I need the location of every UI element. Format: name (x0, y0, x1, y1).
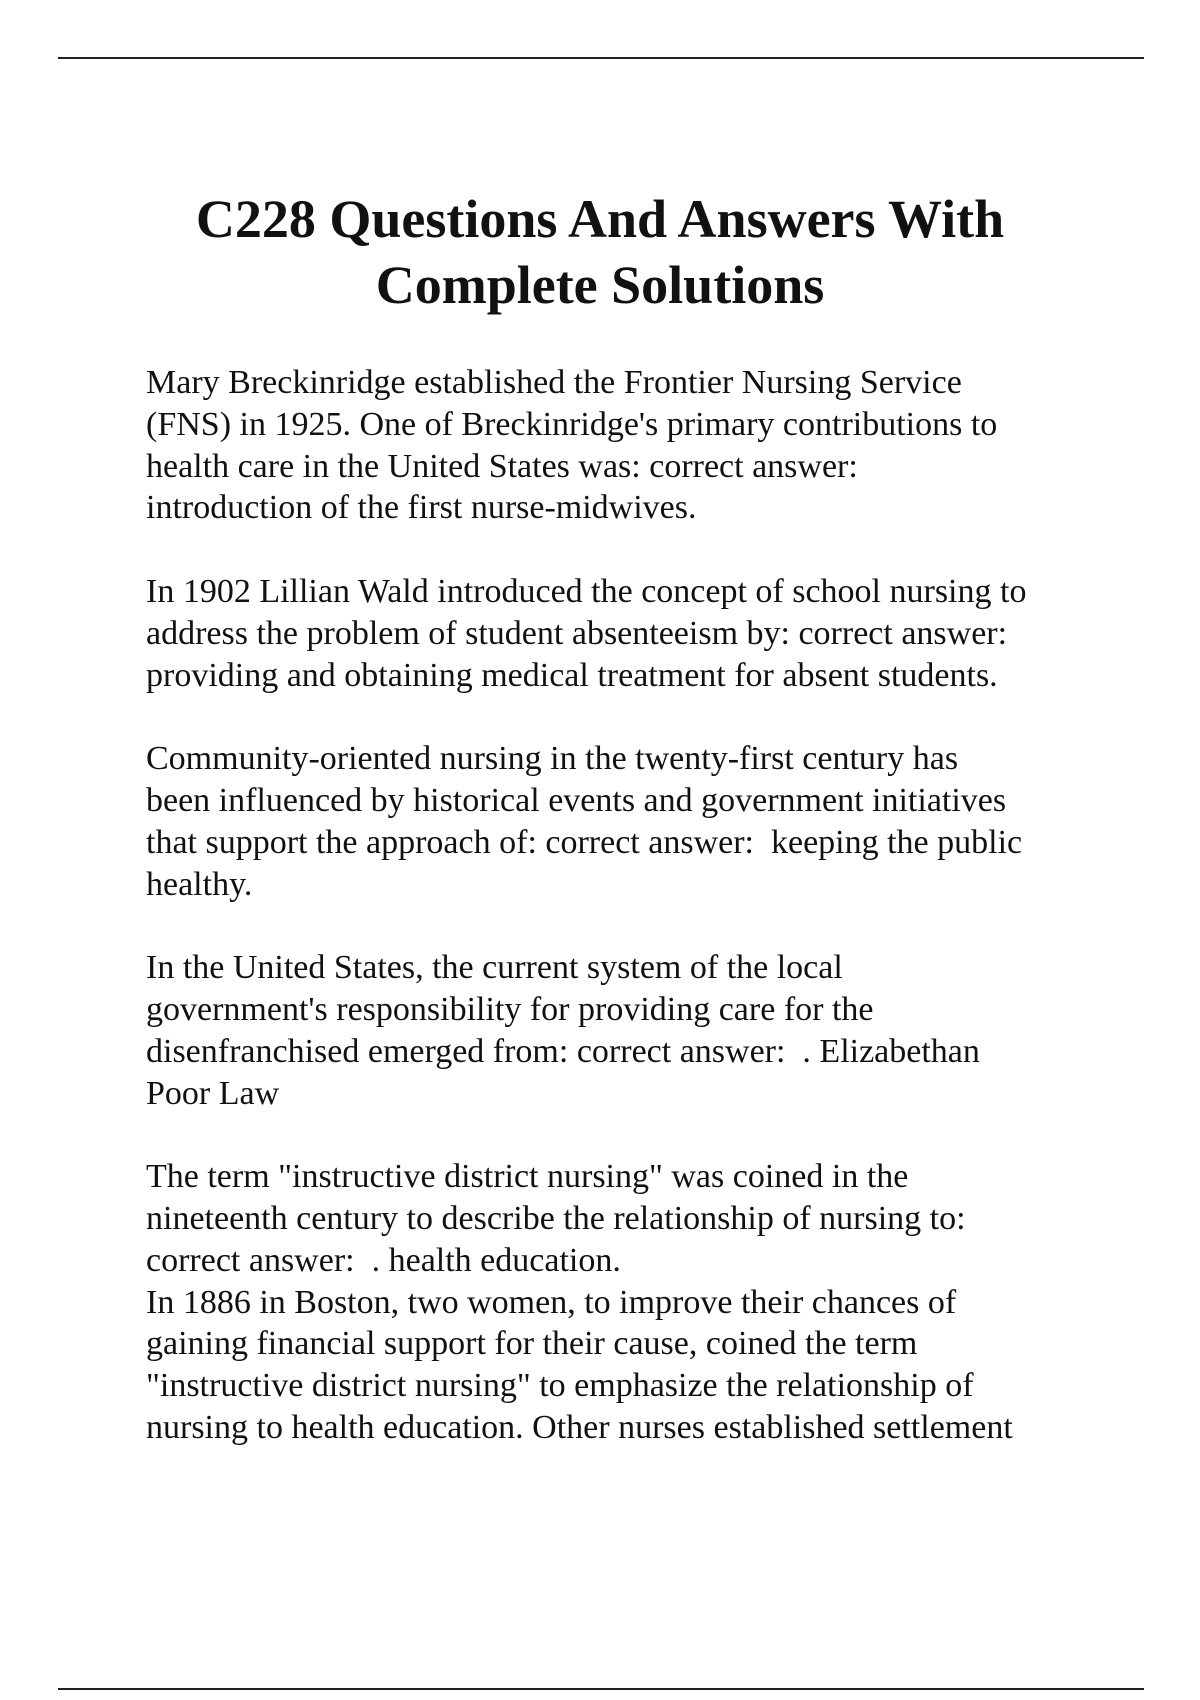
text-line: (FNS) in 1925. One of Breckinridge's primary contributions to (146, 405, 998, 443)
text-line: Mary Breckinridge established the Frontier Nursing Service (146, 364, 962, 401)
text-line: nineteenth century to describe the relationship of nursing to: (146, 1199, 966, 1237)
paragraph-community-nursing (146, 738, 1146, 905)
text-line: nursing to health education. Other nurses established settlement (146, 1408, 1013, 1446)
text-line: The term "instructive district nursing" was coined in the (146, 1158, 909, 1196)
paragraph-poor-law (146, 947, 1146, 1114)
text-line: address the problem of student absenteeism by: correct answer: (146, 614, 1008, 652)
text-line: Community-oriented nursing in the twenty-first century has (146, 740, 959, 778)
text-line: gaining financial support for their cause, coined the term (146, 1325, 918, 1363)
bottom-rule (58, 1688, 1144, 1690)
paragraph-breckinridge (146, 362, 1146, 529)
paragraph-boston-1886 (146, 1282, 1146, 1449)
text-line: introduction of the first nurse-midwives. (146, 489, 697, 527)
text-line: that support the approach of: correct answer: keeping the public (146, 823, 1023, 861)
text-line: Poor Law (146, 1074, 280, 1112)
paragraph-wald (146, 571, 1146, 696)
text-line: government's responsibility for providing care for the (146, 990, 874, 1028)
text-line: providing and obtaining medical treatment for absent students. (146, 656, 998, 694)
top-rule (58, 57, 1144, 59)
page-title (100, 186, 1100, 318)
text-line: health care in the United States was: correct answer: (146, 447, 858, 485)
text-line: In 1886 in Boston, two women, to improve their chances of (146, 1283, 957, 1321)
title-line: C228 Questions And Answers With (195, 189, 1005, 249)
text-line: disenfranchised emerged from: correct answer: . Elizabethan (146, 1032, 980, 1070)
text-line: In the United States, the current system of the local (146, 949, 843, 987)
text-line: "instructive district nursing" to emphasize the relationship of (146, 1367, 974, 1405)
title-line: Complete Solutions (375, 255, 825, 315)
document-body (146, 362, 1146, 1449)
text-line: In 1902 Lillian Wald introduced the concept of school nursing to (146, 572, 1027, 610)
text-line: healthy. (146, 865, 253, 903)
text-line: correct answer: . health education. (146, 1241, 621, 1279)
paragraph-instructive-district-nursing (146, 1156, 1146, 1281)
text-line: been influenced by historical events and government initiatives (146, 781, 1007, 819)
